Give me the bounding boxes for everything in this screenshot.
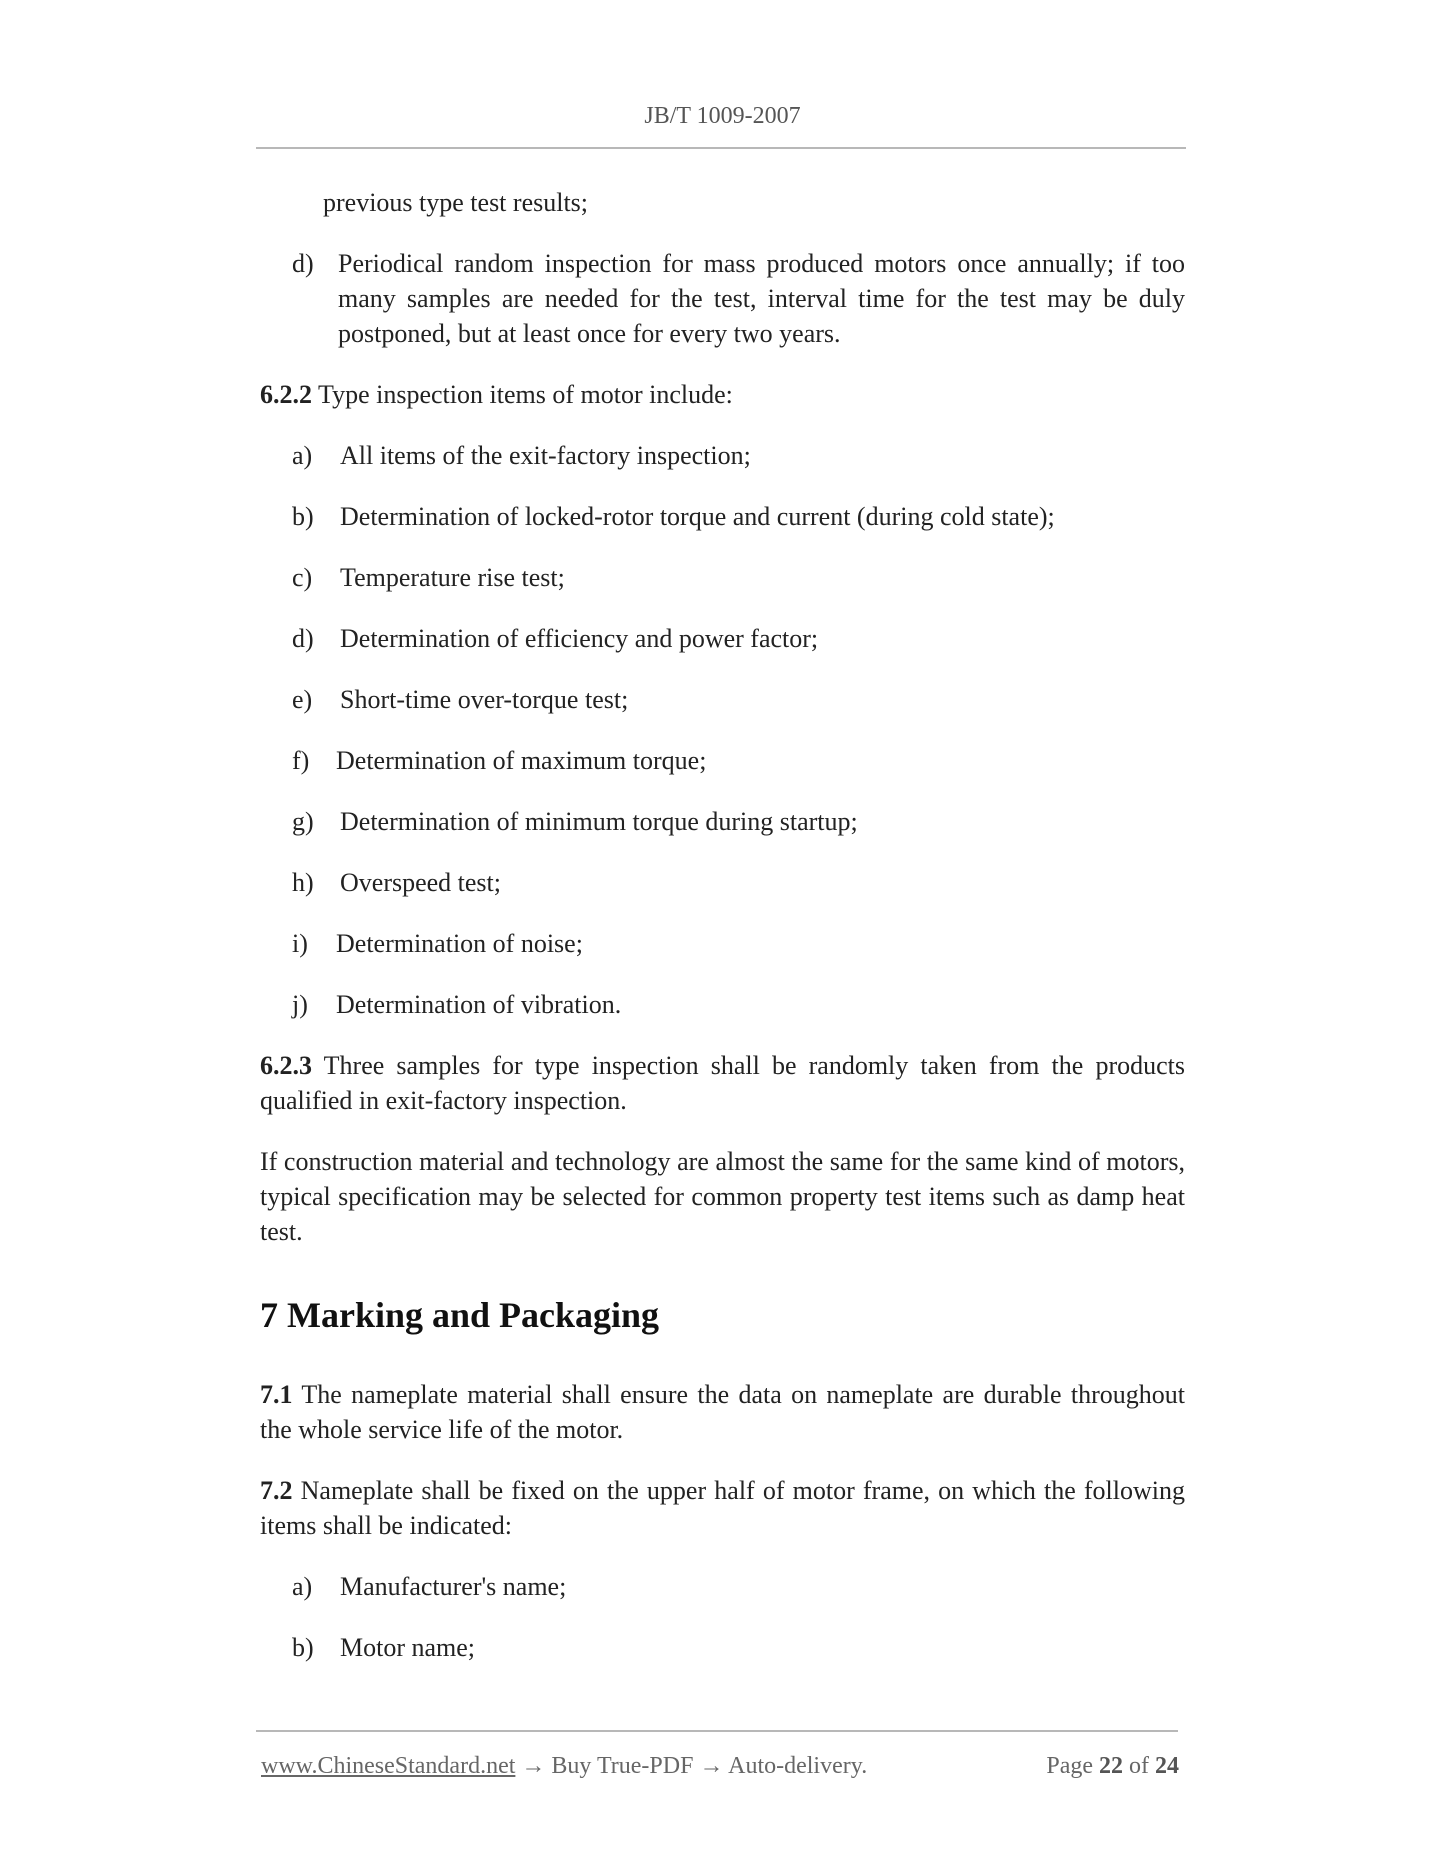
clause-number: 6.2.3 xyxy=(260,1051,312,1080)
list-item xyxy=(260,682,1185,717)
document-header-id: JB/T 1009-2007 xyxy=(644,103,801,129)
header-divider xyxy=(256,147,1186,149)
list-item xyxy=(260,804,1185,839)
clause-number: 7.1 xyxy=(260,1380,293,1409)
footer-promo xyxy=(261,1753,867,1779)
list-item-text: Manufacturer's name; xyxy=(340,1572,567,1601)
list-item-label: a) xyxy=(292,441,313,470)
list-item xyxy=(260,926,1185,961)
clause-text: Nameplate shall be fixed on the upper half of motor frame, on which the following items shall be indicated: xyxy=(260,1476,1185,1540)
list-item xyxy=(260,621,1185,656)
clause-number: 6.2.2 xyxy=(260,380,312,409)
list-item-label: b) xyxy=(292,1633,314,1662)
list-item-label: c) xyxy=(292,563,313,592)
list-item-label: d) xyxy=(292,624,314,653)
list-item xyxy=(260,246,1185,351)
page-number xyxy=(1046,1750,1179,1782)
continuation-text xyxy=(260,185,1185,220)
list-item-label: b) xyxy=(292,502,314,531)
list-item-text: Determination of efficiency and power factor; xyxy=(340,624,819,653)
footer-promo-text: → Buy True-PDF → Auto-delivery. xyxy=(515,1753,868,1779)
list-item-text: Determination of locked-rotor torque and current (during cold state); xyxy=(340,502,1055,531)
footer-divider xyxy=(256,1730,1178,1732)
list-item xyxy=(260,743,1185,778)
total-pages: 24 xyxy=(1155,1753,1179,1779)
clause-7-2 xyxy=(260,1473,1185,1543)
list-item-text: Determination of noise; xyxy=(336,929,583,958)
page-word: Page xyxy=(1046,1753,1093,1779)
clause-6-2-3 xyxy=(260,1048,1185,1118)
website-link[interactable]: www.ChineseStandard.net xyxy=(261,1753,516,1779)
list-item-label: a) xyxy=(292,1572,313,1601)
list-item-text: Determination of minimum torque during startup; xyxy=(340,807,858,836)
continuation-text-body: previous type test results; xyxy=(323,188,589,217)
list-item-label: f) xyxy=(292,746,310,775)
section-heading: 7 Marking and Packaging xyxy=(260,1295,660,1335)
list-item-text: Determination of vibration. xyxy=(336,990,622,1019)
list-item-text: Motor name; xyxy=(340,1633,476,1662)
list-item-text: Periodical random inspection for mass produced motors once annually; if too many samples are needed for the test, interval time for the test may be duly postponed, but at least once for every two years. xyxy=(338,249,1185,348)
clause-text: Type inspection items of motor include: xyxy=(312,380,733,409)
list-item-label: d) xyxy=(292,249,314,278)
clause-6-2-2 xyxy=(260,377,1185,412)
list-item-text: Short-time over-torque test; xyxy=(340,685,629,714)
list-item xyxy=(260,1630,1185,1665)
list-item-label: e) xyxy=(292,685,313,714)
list-item-label: j) xyxy=(292,990,308,1019)
list-item-label: g) xyxy=(292,807,314,836)
current-page: 22 xyxy=(1099,1753,1123,1779)
list-item-text: Overspeed test; xyxy=(340,868,502,897)
list-item-label: h) xyxy=(292,868,314,897)
clause-text: The nameplate material shall ensure the data on nameplate are durable throughout the whole service life of the motor. xyxy=(260,1380,1185,1444)
list-item xyxy=(260,438,1185,473)
page-footer xyxy=(261,1750,1179,1782)
clause-7-1 xyxy=(260,1377,1185,1447)
list-item xyxy=(260,499,1185,534)
clause-number: 7.2 xyxy=(260,1476,293,1505)
list-item xyxy=(260,560,1185,595)
list-item xyxy=(260,987,1185,1022)
list-item-label: i) xyxy=(292,929,308,958)
list-item-text: All items of the exit-factory inspection; xyxy=(340,441,751,470)
list-item-text: Determination of maximum torque; xyxy=(336,746,707,775)
clause-text: Three samples for type inspection shall be randomly taken from the products qualified in exit-factory inspection. xyxy=(260,1051,1185,1115)
list-item-text: Temperature rise test; xyxy=(340,563,565,592)
list-item xyxy=(260,1569,1185,1604)
paragraph-same-kind: If construction material and technology are almost the same for the same kind of motors, typical specification may be selected for common property test items such as damp heat test. xyxy=(260,1147,1185,1246)
list-item xyxy=(260,865,1185,900)
page-content xyxy=(260,185,1185,1691)
of-word: of xyxy=(1129,1753,1149,1779)
